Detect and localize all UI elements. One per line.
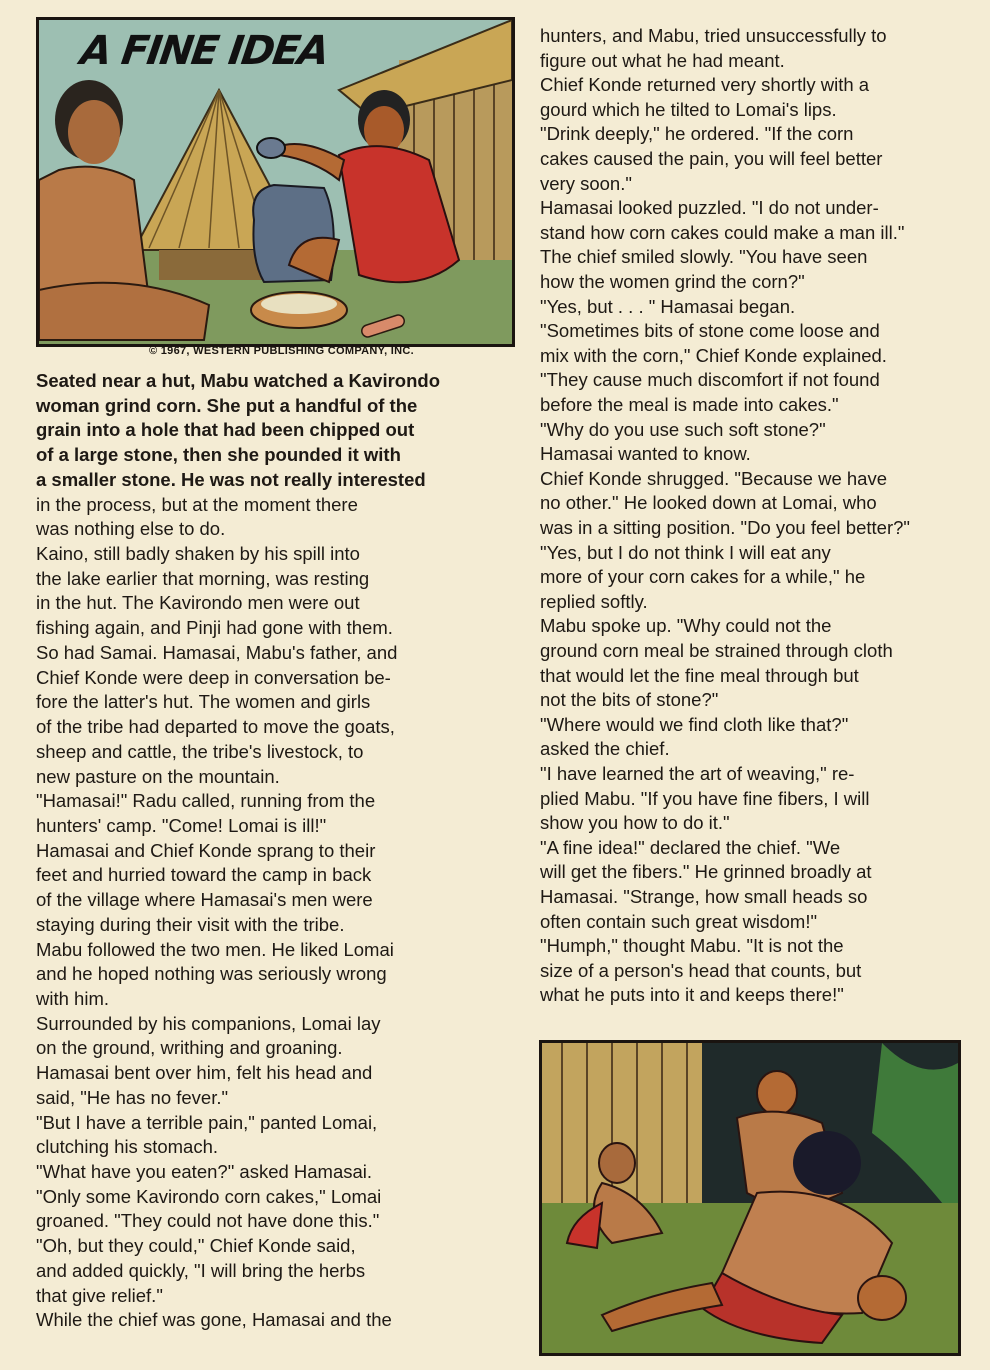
text-line: show you how to do it." [540,812,730,834]
text-line: Hamasai looked puzzled. "I do not under- [540,197,879,219]
text-line: Seated near a hut, Mabu watched a Kavirondo [36,370,441,391]
text-line: "Only some Kavirondo corn cakes," Lomai [36,1185,382,1207]
text-line: fishing again, and Pinji had gone with them. [36,617,393,639]
text-line: on the ground, writhing and groaning. [36,1037,343,1059]
text-line: "Yes, but . . . " Hamasai began. [540,295,796,317]
text-line: no other." He looked down at Lomai, who [540,492,877,514]
text-line: plied Mabu. "If you have fine fibers, I will [540,787,870,809]
text-line: in the hut. The Kavirondo men were out [36,592,360,614]
text-line: "Sometimes bits of stone come loose and [540,320,880,342]
text-line: "A fine idea!" declared the chief. "We [540,836,841,858]
text-line: the lake earlier that morning, was resting [36,567,370,589]
text-line: hunters, and Mabu, tried unsuccessfully to [540,25,887,46]
text-line: Chief Konde were deep in conversation be- [36,666,391,688]
text-line: staying during their visit with the tribe. [36,913,345,935]
text-line: Hamasai. "Strange, how small heads so [540,886,868,907]
text-line: and added quickly, "I will bring the herbs [36,1259,366,1281]
text-line: said, "He has no fever." [36,1086,229,1108]
closing-comic-panel [539,1040,961,1356]
text-line: Surrounded by his companions, Lomai lay [36,1012,381,1034]
text-line: "Hamasai!" Radu called, running from the [36,790,376,812]
text-line: "Where would we find cloth like that?" [540,713,849,735]
text-line: Hamasai and Chief Konde sprang to their [36,839,376,861]
text-line: often contain such great wisdom!" [540,910,818,932]
copyright-notice: © 1967, WESTERN PUBLISHING COMPANY, INC. [149,345,414,357]
text-line: fore the latter's hut. The women and girls [36,691,371,713]
text-line: cakes caused the pain, you will feel better [540,148,883,169]
text-line: before the meal is made into cakes." [540,394,839,415]
text-line: that would let the fine meal through but [540,664,859,686]
text-line: ground corn meal be strained through cloth [540,640,893,661]
text-line: "But I have a terrible pain," panted Lomai, [36,1111,378,1133]
text-line: stand how corn cakes could make a man ill." [540,221,905,243]
text-line: of the tribe had departed to move the goats, [36,716,395,738]
text-line: in the process, but at the moment there [36,493,358,515]
panel-illustration-lomai-ill [542,1043,958,1353]
text-line: how the women grind the corn?" [540,271,805,292]
text-line: and he hoped nothing was seriously wrong [36,963,387,985]
opening-comic-panel [36,17,515,347]
text-line: of a large stone, then she pounded it with [36,444,401,466]
text-line: "Oh, but they could," Chief Konde said, [36,1235,356,1257]
text-line: woman grind corn. She put a handful of the [36,394,418,416]
text-line: new pasture on the mountain. [36,765,280,787]
text-line: size of a person's head that counts, but [540,959,862,981]
text-line: a smaller stone. He was not really interested [36,468,426,490]
text-line: "What have you eaten?" asked Hamasai. [36,1161,373,1183]
text-line: mix with the corn," Chief Konde explained. [540,344,887,366]
text-line: Hamasai bent over him, felt his head and [36,1062,373,1084]
panel-title: A FINE IDEA [77,28,331,74]
text-line: "Why do you use such soft stone?" [540,418,826,440]
text-line: Hamasai wanted to know. [540,443,751,465]
text-line: asked the chief. [540,738,670,760]
text-line: replied softly. [540,590,648,612]
text-line: what he puts into it and keeps there!" [540,984,844,1006]
text-line: grain into a hole that had been chipped out [36,419,415,441]
text-line: "Drink deeply," he ordered. "If the corn [540,123,854,145]
text-line: was in a sitting position. "Do you feel better?" [540,517,910,538]
text-line: Mabu followed the two men. He liked Lomai [36,938,394,960]
text-line: very soon." [540,172,632,194]
text-line: "Yes, but I do not think I will eat any [540,541,831,563]
text-line: hunters' camp. "Come! Lomai is ill!" [36,814,327,836]
text-line: sheep and cattle, the tribe's livestock, to [36,740,364,762]
text-line: groaned. "They could not have done this." [36,1210,380,1232]
text-line: that give relief." [36,1284,163,1306]
text-line: Chief Konde returned very shortly with a [540,74,870,96]
text-line: Kaino, still badly shaken by his spill into [36,543,360,565]
text-line: clutching his stomach. [36,1136,219,1158]
text-line: was nothing else to do. [36,518,226,540]
text-line: So had Samai. Hamasai, Mabu's father, and [36,641,398,663]
text-line: will get the fibers." He grinned broadly at [540,861,872,883]
text-line: figure out what he had meant. [540,49,785,71]
text-line: more of your corn cakes for a while," he [540,566,866,588]
text-line: Mabu spoke up. "Why could not the [540,615,832,637]
text-line: While the chief was gone, Hamasai and the [36,1309,392,1331]
text-line: of the village where Hamasai's men were [36,889,373,911]
text-line: feet and hurried toward the camp in back [36,864,372,886]
text-line: "I have learned the art of weaving," re- [540,763,855,784]
text-line: Chief Konde shrugged. "Because we have [540,467,887,489]
text-line: "They cause much discomfort if not found [540,369,880,391]
text-line: gourd which he tilted to Lomai's lips. [540,98,837,120]
text-line: with him. [36,988,109,1009]
text-line: "Humph," thought Mabu. "It is not the [540,935,844,957]
text-line: not the bits of stone?" [540,689,719,711]
text-line: The chief smiled slowly. "You have seen [540,246,868,268]
